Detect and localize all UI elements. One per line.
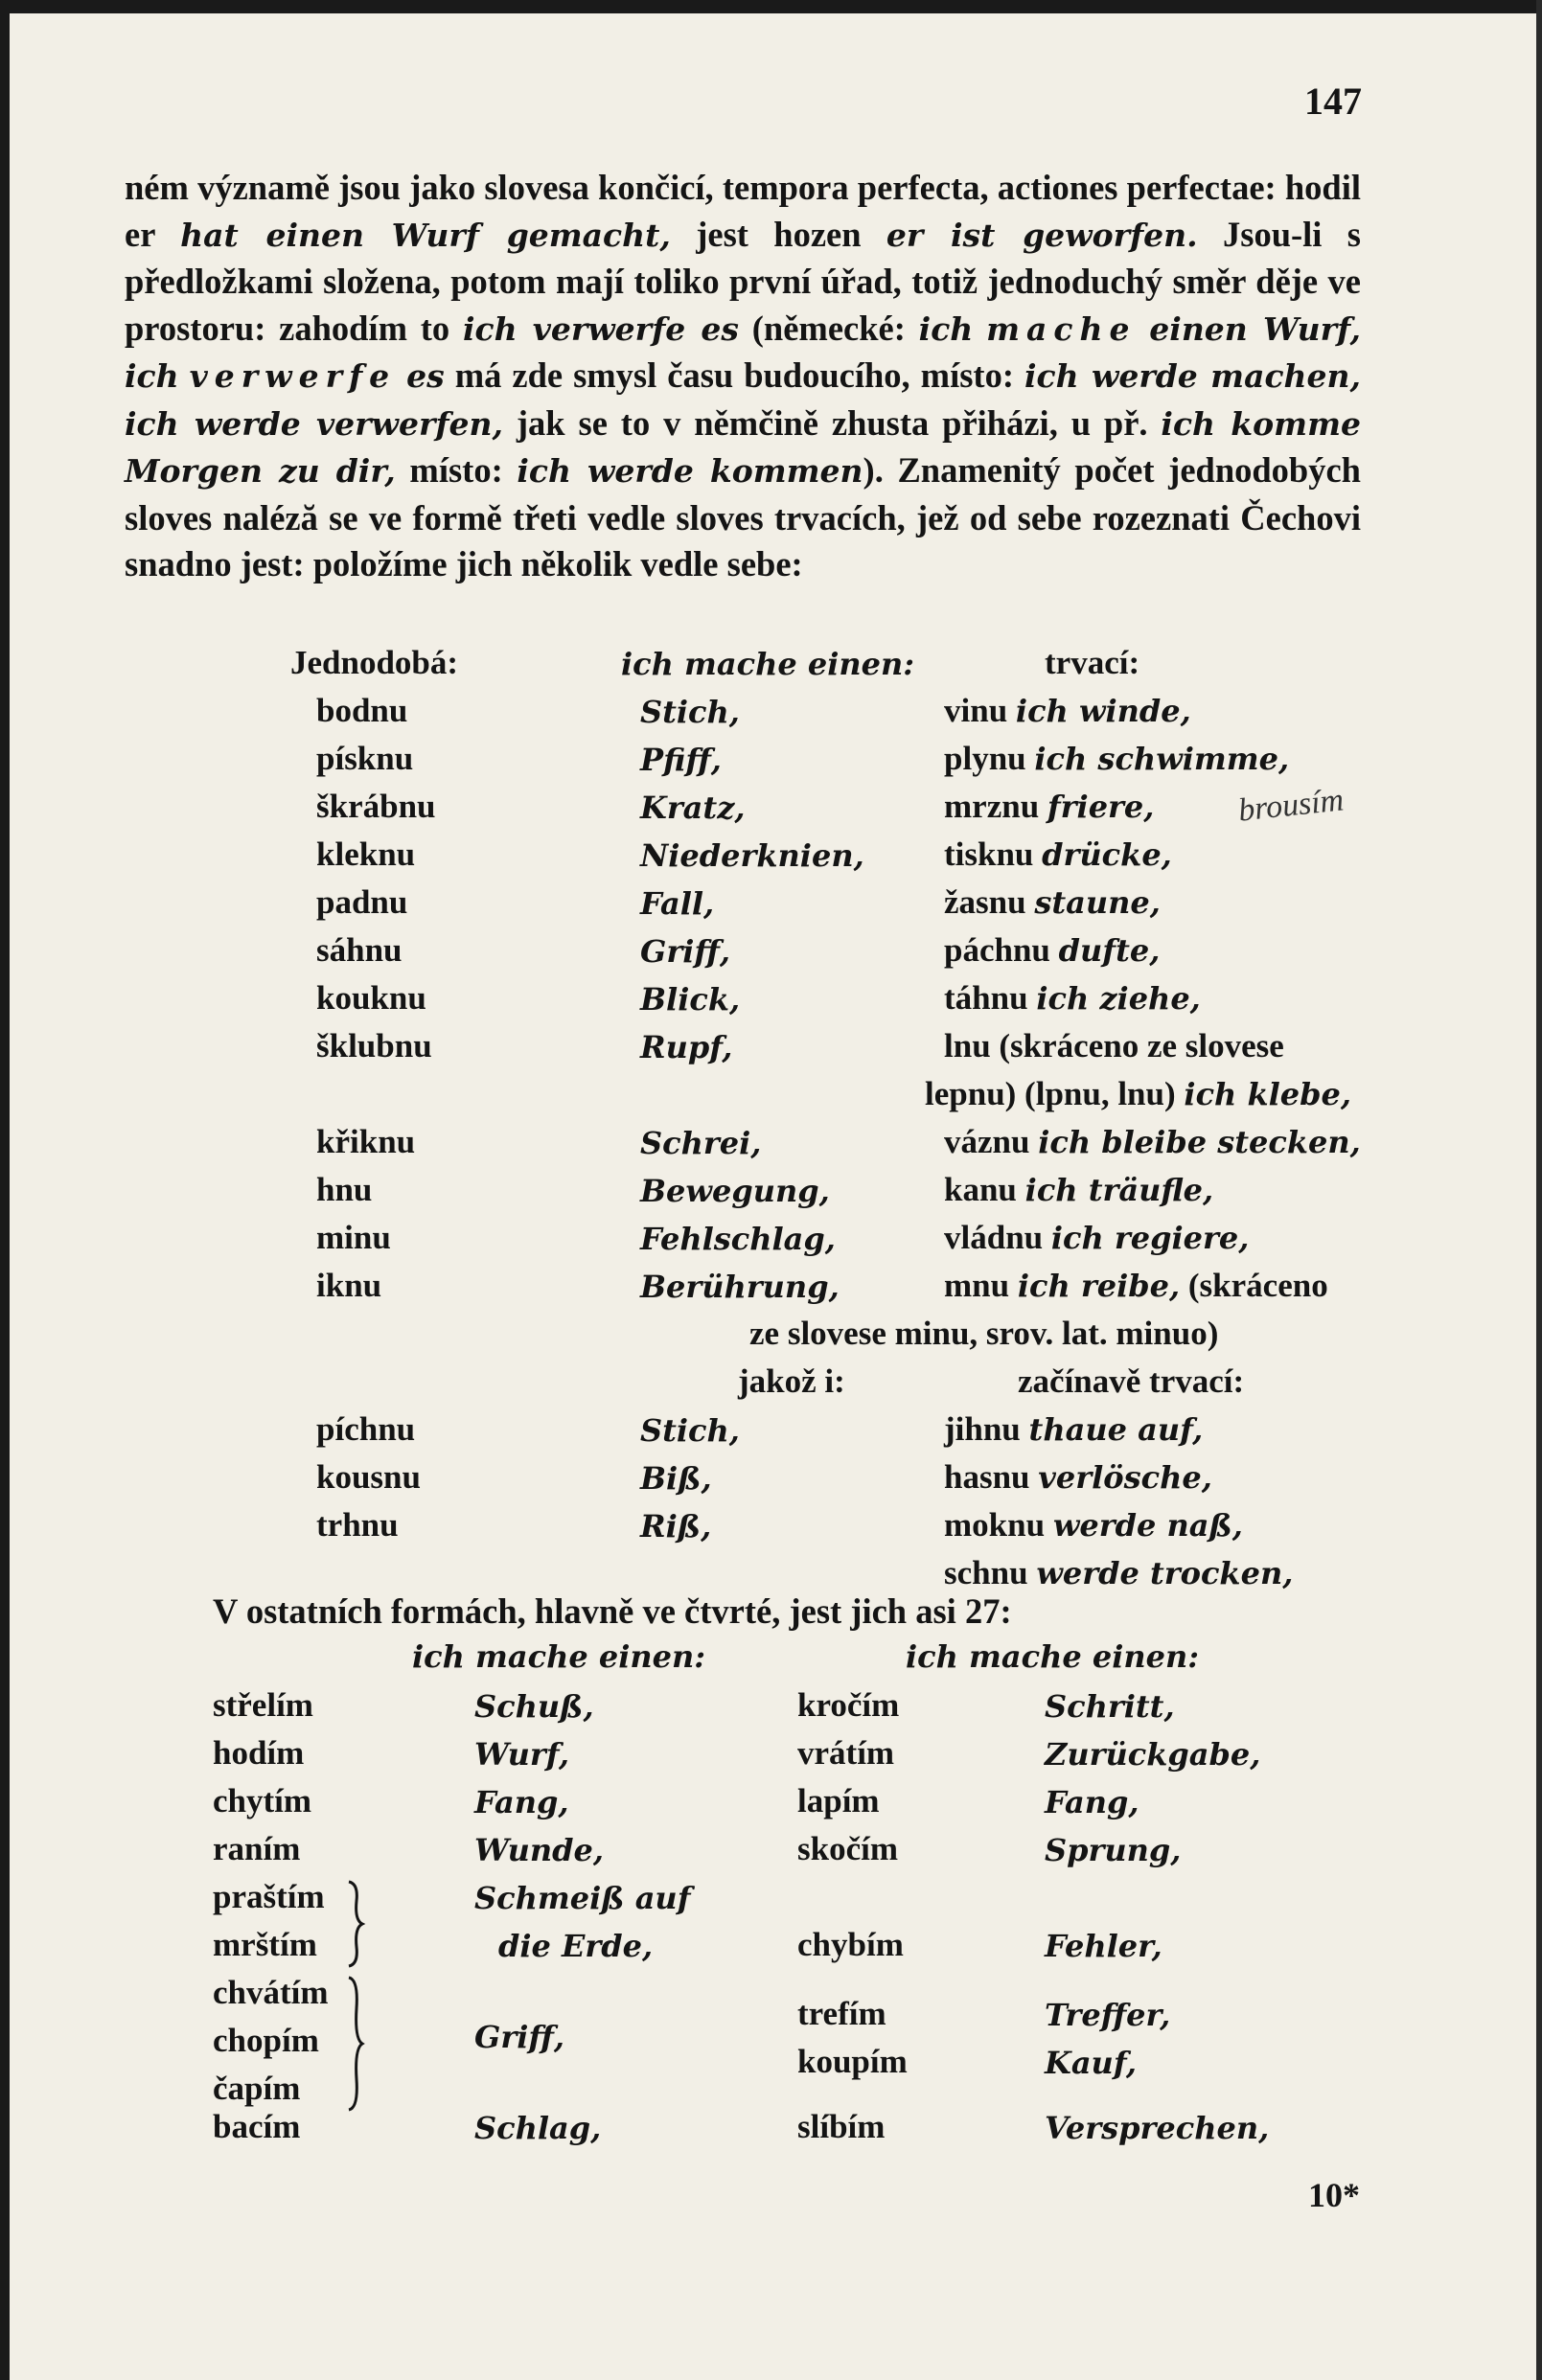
brace-icon (345, 1880, 366, 1968)
table1-tr-cz: moknu (944, 1506, 1046, 1544)
section2-group1-right-de: Fehler, (1045, 1928, 1162, 1964)
table1-header-right: trvací: (1045, 644, 1140, 681)
table1-cz: kleknu (316, 835, 416, 873)
scan-edge-top (0, 0, 1542, 13)
section2-right: kročím (797, 1686, 900, 1724)
text-run: má zde smysl času budoucího, místo: (444, 355, 1024, 395)
table1-de: Griff, (640, 933, 730, 970)
table1-tr: lnu (skráceno ze slovese (944, 1027, 1284, 1064)
text-run: jak se to v němčině zhusta přiházi, u př. (503, 402, 1162, 443)
section2-right-de: Versprechen, (1045, 2110, 1270, 2146)
table1-de: Kratz, (640, 790, 746, 826)
table1-wrap-line-2: ze slovese minu, srov. lat. minuo) (749, 1315, 1219, 1352)
table1-tr (944, 1410, 1203, 1449)
section2-left: střelím (213, 1686, 313, 1724)
table1-tr (944, 692, 1191, 730)
table1-tr-cz: schnu (944, 1554, 1028, 1591)
page-number: 147 (1304, 80, 1362, 123)
german-run: er ist geworfen. (886, 216, 1198, 254)
section2-sub-right: ich mache einen: (906, 1638, 1200, 1675)
table1-tr-note: (skráceno (1187, 1267, 1328, 1304)
section2-group2-right2: koupím (797, 2043, 908, 2080)
table1-tr-cz: páchnu (944, 931, 1050, 969)
table1-jakoz: jakož i: (738, 1362, 845, 1400)
brace-icon (345, 1976, 366, 2112)
table1-tr-cz: vládnu (944, 1219, 1044, 1256)
table1-tr-cz: mrznu (944, 788, 1040, 825)
section2-group2-a: chvátím (213, 1974, 329, 2011)
section2-group2-de: Griff, (474, 2019, 564, 2055)
table1-tr-de: verlösche, (1038, 1459, 1212, 1496)
margin-note: brousím (1236, 782, 1346, 829)
table1-tr (944, 931, 1160, 970)
section2-left: bacím (213, 2108, 301, 2145)
section2-heading: V ostatních formách, hlavně ve čtvrté, jest jich asi 27: (213, 1591, 1012, 1631)
german-spaced-run: verwerfe (189, 357, 397, 395)
section2-right-de: Zurückgabe, (1045, 1736, 1261, 1773)
wrap-cz: lepnu) (lpnu, lnu) (925, 1075, 1176, 1112)
table1-tr-cz: kanu (944, 1171, 1017, 1208)
table1-de: Niederknien, (640, 837, 864, 874)
table1-tr-de: dufte, (1058, 932, 1161, 969)
section2-right: slíbím (797, 2108, 886, 2145)
table1-tr (944, 1554, 1293, 1592)
table1-tr (944, 740, 1289, 778)
table1-zacinave: začínavě trvací: (1018, 1362, 1245, 1400)
table1-tr-de: ich reibe, (1017, 1268, 1181, 1304)
german-run: ich werde machen, ich werde verwerfen, (125, 357, 1362, 443)
table1-cz: kouknu (316, 979, 426, 1017)
german-run: ich (918, 309, 974, 348)
table1-cz: hnu (316, 1171, 373, 1208)
section2-left-de: Wunde, (474, 1832, 605, 1868)
table1-de: Fall, (640, 885, 715, 922)
text-run: ). Znamenitý počet jednodobých sloves naléză se ve formě třeti vedle sloves trvacích, jež od sebe rozeznati Čechovi snadno jest: položíme jich několik vedle sebe: (125, 450, 1361, 584)
table1-tr-de: drücke, (1042, 836, 1172, 873)
table1-tr-de: staune, (1034, 884, 1161, 921)
section2-group1-de2: die Erde, (498, 1928, 654, 1964)
text-run: ném významě jsou jako slovesa končicí, tempora perfecta, actiones perfectae: hodil er (125, 168, 1361, 254)
section2-group2-c: čapím (213, 2070, 301, 2107)
table1-de: Biß, (640, 1460, 712, 1497)
table1-tr-cz: tisknu (944, 835, 1034, 873)
table1-de: Rupf, (640, 1029, 733, 1065)
section2-left-de: Schuß, (474, 1688, 594, 1725)
table1-de: Stich, (640, 1412, 740, 1449)
table1-tr-de: thaue auf, (1028, 1411, 1204, 1448)
section2-left-de: Wurf, (474, 1736, 569, 1773)
section2-group2-right1: trefím (797, 1995, 886, 2032)
table1-tr-de: ich bleibe stecken, (1038, 1124, 1361, 1160)
section2-left: hodím (213, 1734, 305, 1772)
table1-cz: padnu (316, 883, 408, 921)
table1-cz: bodnu (316, 692, 408, 729)
table1-cz: škrábnu (316, 788, 436, 825)
table1-tr-de: werde naß, (1052, 1507, 1243, 1544)
german-run: ich komme Morgen zu dir, (125, 404, 1362, 490)
german-run: einen Wurf, ich (125, 309, 1362, 395)
table1-header-mid: ich mache einen: (621, 646, 915, 682)
table1-wrap-line (925, 1075, 1351, 1113)
section2-left: chytím (213, 1782, 312, 1819)
table1-tr-cz: váznu (944, 1123, 1030, 1160)
table1-cz: šklubnu (316, 1027, 432, 1064)
section2-group2-right1-de: Treffer, (1045, 1997, 1171, 2033)
text-run: Jsou-li s předložkami složena, potom mají toliko první úřad, totiž jednoduchý směr děje ve prostoru: zahodím to (125, 214, 1362, 348)
table1-tr (944, 1171, 1213, 1209)
table1-de: Fehlschlag, (640, 1221, 836, 1257)
section2-right: skočím (797, 1830, 898, 1867)
table1-de: Bewegung, (640, 1173, 830, 1209)
german-run: ich werde kommen (517, 452, 863, 490)
table1-tr-cz: vinu (944, 692, 1008, 729)
table1-de: Blick, (640, 981, 741, 1018)
text-run: jest hozen (670, 214, 886, 254)
table1-tr-de: ich regiere, (1050, 1220, 1250, 1256)
section2-sub-left: ich mache einen: (412, 1638, 706, 1675)
table1-tr (944, 788, 1154, 826)
section2-group1-a: praštím (213, 1878, 325, 1915)
table1-tr-de: ich winde, (1015, 693, 1191, 729)
section2-right: lapím (797, 1782, 880, 1819)
table1-tr-cz: hasnu (944, 1458, 1030, 1496)
section2-left-de: Schlag, (474, 2110, 602, 2146)
body-paragraph (125, 165, 1361, 588)
table1-cz: písknu (316, 740, 414, 777)
table1-cz: píchnu (316, 1410, 416, 1448)
signature-mark: 10* (1308, 2176, 1360, 2214)
table1-tr (944, 1123, 1361, 1161)
table1-tr-cz: táhnu (944, 979, 1028, 1017)
table1-cz: sáhnu (316, 931, 403, 969)
table1-tr-de: ich träufle, (1024, 1172, 1214, 1208)
table1-tr (944, 1219, 1249, 1257)
table1-tr (944, 883, 1161, 922)
table1-cz: kousnu (316, 1458, 421, 1496)
section2-right: vrátím (797, 1734, 895, 1772)
section2-group1-right: chybím (797, 1926, 904, 1963)
text-run: (německé: (738, 308, 919, 348)
table1-cz: trhnu (316, 1506, 399, 1544)
table1-tr (944, 1267, 1328, 1305)
table1-tr-de: ich schwimme, (1034, 741, 1290, 777)
scan-edge-left (0, 0, 10, 2380)
table1-de: Riß, (640, 1508, 712, 1545)
section2-right-de: Fang, (1045, 1784, 1139, 1820)
section2-right-de: Sprung, (1045, 1832, 1182, 1868)
table1-tr-cz: mnu (944, 1267, 1010, 1304)
table1-header-left: Jednodobá: (290, 644, 459, 681)
table1-tr (944, 1506, 1243, 1545)
table1-tr (944, 979, 1201, 1018)
scan-edge-right (1536, 0, 1542, 2380)
table1-de: Pfiff, (640, 742, 722, 778)
table1-tr-cz: jihnu (944, 1410, 1021, 1448)
table1-tr-cz: žasnu (944, 883, 1026, 921)
section2-group2-b: chopím (213, 2022, 319, 2059)
text-run: místo: (395, 450, 518, 490)
table1-tr-de: werde trocken, (1036, 1555, 1294, 1591)
german-run: es (406, 357, 445, 395)
table1-tr-cz: plynu (944, 740, 1026, 777)
table1-tr (944, 835, 1172, 874)
table1-tr-de: ich ziehe, (1036, 980, 1201, 1017)
table1-tr (944, 1458, 1212, 1497)
section2-left: raním (213, 1830, 301, 1867)
table1-cz: křiknu (316, 1123, 416, 1160)
section2-left-de: Fang, (474, 1784, 569, 1820)
table1-de: Schrei, (640, 1125, 762, 1161)
section2-right-de: Schritt, (1045, 1688, 1175, 1725)
wrap-de: ich klebe, (1184, 1076, 1352, 1112)
section2-group1-b: mrštím (213, 1926, 317, 1963)
table1-cz: minu (316, 1219, 391, 1256)
table1-de: Stich, (640, 694, 740, 730)
table1-de: Berührung, (640, 1269, 840, 1305)
german-spaced-run: mache (986, 309, 1137, 348)
section2-group2-right2-de: Kauf, (1045, 2045, 1138, 2081)
german-run: ich verwerfe es (462, 309, 739, 348)
german-run: hat einen Wurf gemacht, (180, 216, 671, 254)
section2-group1-de1: Schmeiß auf (474, 1880, 691, 1916)
table1-cz: iknu (316, 1267, 382, 1304)
table1-tr-de: friere, (1047, 789, 1155, 825)
